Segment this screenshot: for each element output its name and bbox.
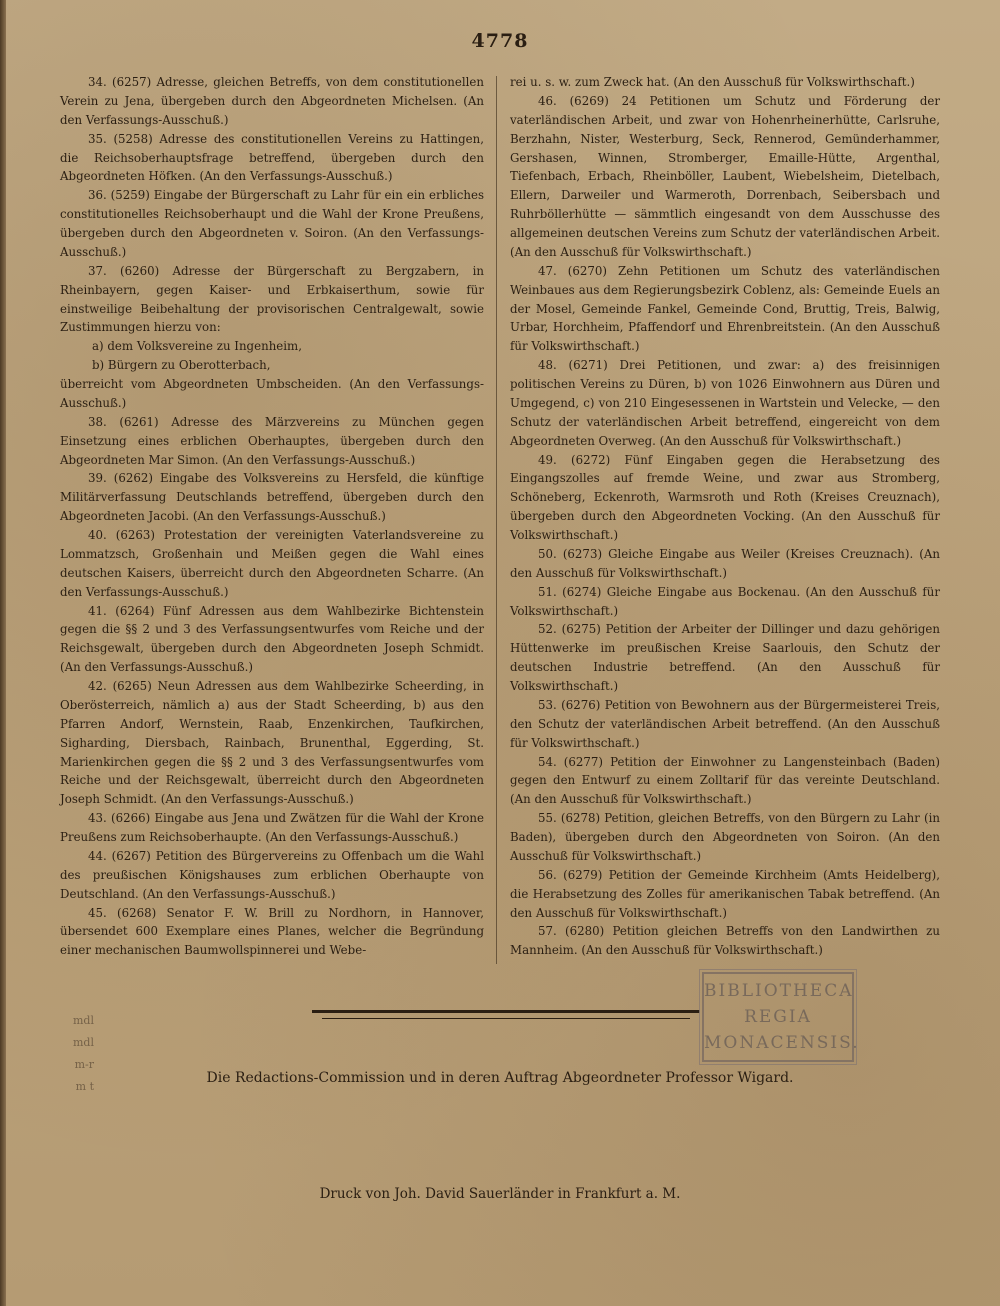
petition-entry: 57. (6280) Petition gleichen Betreffs von den Landwirthen zu Mannheim. (An den Ausschuß für Volkswirthschaft.) [510,924,940,958]
petition-entry: 35. (5258) Adresse des constitutionellen Vereins zu Hattingen, die Reichsoberhauptsfrage betreffend, übergeben durch den Abgeordneten Höfken. (An den Verfassungs-Ausschuß.) [60,131,484,184]
margin-mark: mdl [73,1014,94,1027]
petition-entry: 40. (6263) Protestation der vereinigten Vaterlandsvereine zu Lommatzsch, Großenhain und Meißen gegen die Wahl eines deutschen Kaisers, überreicht durch den Abgeordneten Scharre. (An den Verfassungs-Ausschuß.) [60,528,484,599]
margin-mark: m t [75,1080,94,1093]
closing-rule-thin [322,1018,690,1019]
petition-entry: 34. (6257) Adresse, gleichen Betreffs, von dem constitutionellen Verein zu Jena, übergeben durch den Abgeordneten Michelsen. (An den Verfassungs-Ausschuß.) [60,75,484,127]
petition-entry: 45. (6268) Senator F. W. Brill zu Nordhorn, in Hannover, übersendet 600 Exemplare eines Planes, welcher die Begründung einer mechanischen Baumwollspinnerei und Webe- [60,905,484,958]
petition-entry: 37. (6260) Adresse der Bürgerschaft zu Bergzabern, in Rheinbayern, gegen Kaiser- und Erbkaiserthum, sowie für einstweilige Beibehaltung der provisorischen Centralgewalt, sowie Zustimmungen hierzu von: [60,263,484,335]
petition-entry: 55. (6278) Petition, gleichen Betreffs, von den Bürgern zu Lahr (in Baden), übergeben durch den Abgeordneten von Soiron. (An den Ausschuß für Volkswirthschaft.) [510,811,940,863]
petition-entry: 51. (6274) Gleiche Eingabe aus Bockenau. (An den Ausschuß für Volkswirthschaft.) [510,584,940,618]
petition-entry: 41. (6264) Fünf Adressen aus dem Wahlbezirke Bichtenstein gegen die §§ 2 und 3 des Verfassungsentwurfes vom Reiche und der Reichsgewalt, übergeben durch den Abgeordneten Joseph Schmidt. (An den Verfassungs-Ausschuß.) [60,603,484,675]
margin-mark: mdl [73,1036,94,1049]
commission-note: Die Redactions-Commission und in deren Auftrag Abgeordneter Professor Wigard. [206,1070,794,1086]
left-text-column [60,73,484,960]
stamp-line: REGIA [744,1007,812,1027]
petition-entry: 48. (6271) Drei Petitionen, und zwar: a) des freisinnigen politischen Vereins zu Düren, b) von 1026 Einwohnern aus Düren und Umgegend, c) von 210 Eingesessenen in Wartstein und Velecke, — den Schutz der vaterländischen Arbeit betreffend, eingereicht von dem Abgeordneten Overweg. (An den Ausschuß für Volkswirthschaft.) [510,358,940,448]
printer-imprint: Druck von Joh. David Sauerländer in Frankfurt a. M. [319,1186,681,1202]
petition-entry: 49. (6272) Fünf Eingaben gegen die Herabsetzung des Eingangszolles auf fremde Weine, und zwar aus Stromberg, Schöneberg, Eckenroth, Warmsroth und Roth (Kreises Creuznach), übergeben durch den Abgeordneten Vocking. (An den Ausschuß für Volkswirthschaft.) [510,452,940,542]
petition-entry: 53. (6276) Petition von Bewohnern aus der Bürgermeisterei Treis, den Schutz der vaterländischen Arbeit betreffend. (An den Ausschuß für Volkswirthschaft.) [510,697,940,750]
entry-line: rei u. s. w. zum Zweck hat. (An den Ausschuß für Volkswirthschaft.) [510,75,915,89]
library-stamp [702,972,860,1062]
petition-entry: 46. (6269) 24 Petitionen um Schutz und Förderung der vaterländischen Arbeit, und zwar von Hohenrheinerhütte, Carlsruhe, Berzhahn, Nister, Westerburg, Seck, Rennerod, Gemünderhammer, Gershasen, Winnen, Stromberger, Emaille-Hütte, Argenthal, Tiefenbach, Erbach, Rheinböller, Laubent, Wiebelsheim, Dietelbach, Ellern, Darweiler und Warmeroth, Dorrenbach, Seibersbach und Ruhrböllerhütte — sämmtlich eingesandt von dem Ausschusse des allgemeinen deutschen Vereins zum Schutz der vaterländischen Arbeit. (An den Ausschuß für Volkswirthschaft.) [510,93,940,259]
closing-rule-thick [312,1010,700,1013]
column-divider [496,76,497,964]
petition-entry: 52. (6275) Petition der Arbeiter der Dillinger und dazu gehörigen Hüttenwerke im preußischen Kreise Saarlouis, den Schutz der deutschen Industrie betreffend. (An den Ausschuß für Volkswirthschaft.) [510,622,940,693]
entry-line: überreicht vom Abgeordneten Umbscheiden. (An den Verfassungs-Ausschuß.) [60,377,484,410]
petition-entry: 47. (6270) Zehn Petitionen um Schutz des vaterländischen Weinbaues aus dem Regierungsbezirk Coblenz, als: Gemeinde Euels an der Mosel, Gemeinde Fankel, Gemeinde Cond, Bruttig, Treis, Balwig, Urbar, Horchheim, Pfaffendorf und Ehrenbreitstein. (An den Ausschuß für Volkswirthschaft.) [510,263,940,354]
right-text-column [510,73,940,960]
petition-entry: 50. (6273) Gleiche Eingabe aus Weiler (Kreises Creuznach). (An den Ausschuß für Volkswirthschaft.) [510,546,940,580]
petition-entry: 54. (6277) Petition der Einwohner zu Langensteinbach (Baden) gegen den Entwurf zu einem Zolltarif für das vereinte Deutschland. (An den Ausschuß für Volkswirthschaft.) [510,754,940,807]
entry-line: a) dem Volksvereine zu Ingenheim, [92,339,302,354]
petition-entry: 38. (6261) Adresse des Märzvereins zu München gegen Einsetzung eines erblichen Oberhauptes, übergeben durch den Abgeordneten Mar Simon. (An den Verfassungs-Ausschuß.) [60,414,484,467]
petition-entry: 43. (6266) Eingabe aus Jena und Zwätzen für die Wahl der Krone Preußens zum Reichsoberhaupte. (An den Verfassungs-Ausschuß.) [60,811,484,844]
petition-entry: 56. (6279) Petition der Gemeinde Kirchheim (Amts Heidelberg), die Herabsetzung des Zolles für amerikanischen Tabak betreffend. (An den Ausschuß für Volkswirthschaft.) [510,867,940,920]
margin-mark: m-r [74,1058,94,1071]
stamp-line: MONACENSIS. [704,1033,860,1053]
page-number: 4778 [471,30,529,52]
petition-entry: 42. (6265) Neun Adressen aus dem Wahlbezirke Scheerding, in Oberösterreich, nämlich a) aus der Stadt Scheerding, b) aus den Pfarren Andorf, Wernstein, Raab, Enzenkirchen, Taufkirchen, Sigharding, Diersbach, Rainbach, Brunenthal, Eggerding, St. Marienkirchen gegen die §§ 2 und 3 des Verfassungsentwurfes vom Reiche und der Reichsgewalt, überreicht durch den Abgeordneten Joseph Schmidt. (An den Verfassungs-Ausschuß.) [60,679,484,807]
page-edge-shadow [0,0,6,1306]
petition-entry: 39. (6262) Eingabe des Volksvereins zu Hersfeld, die künftige Militärverfassung Deutschlands betreffend, übergeben durch den Abgeordneten Jacobi. (An den Verfassungs-Ausschuß.) [60,471,484,524]
petition-entry: 44. (6267) Petition des Bürgervereins zu Offenbach um die Wahl des preußischen Königshauses zum erblichen Oberhaupte von Deutschland. (An den Verfassungs-Ausschuß.) [60,848,484,901]
petition-entry: 36. (5259) Eingabe der Bürgerschaft zu Lahr für ein ein erbliches constitutionelles Reichsoberhaupt und die Wahl der Krone Preußens, übergeben durch den Abgeordneten v. Soiron. (An den Verfassungs-Ausschuß.) [60,188,484,259]
stamp-line: BIBLIOTHECA [704,981,854,1001]
entry-line: b) Bürgern zu Oberotterbach, [92,358,271,373]
